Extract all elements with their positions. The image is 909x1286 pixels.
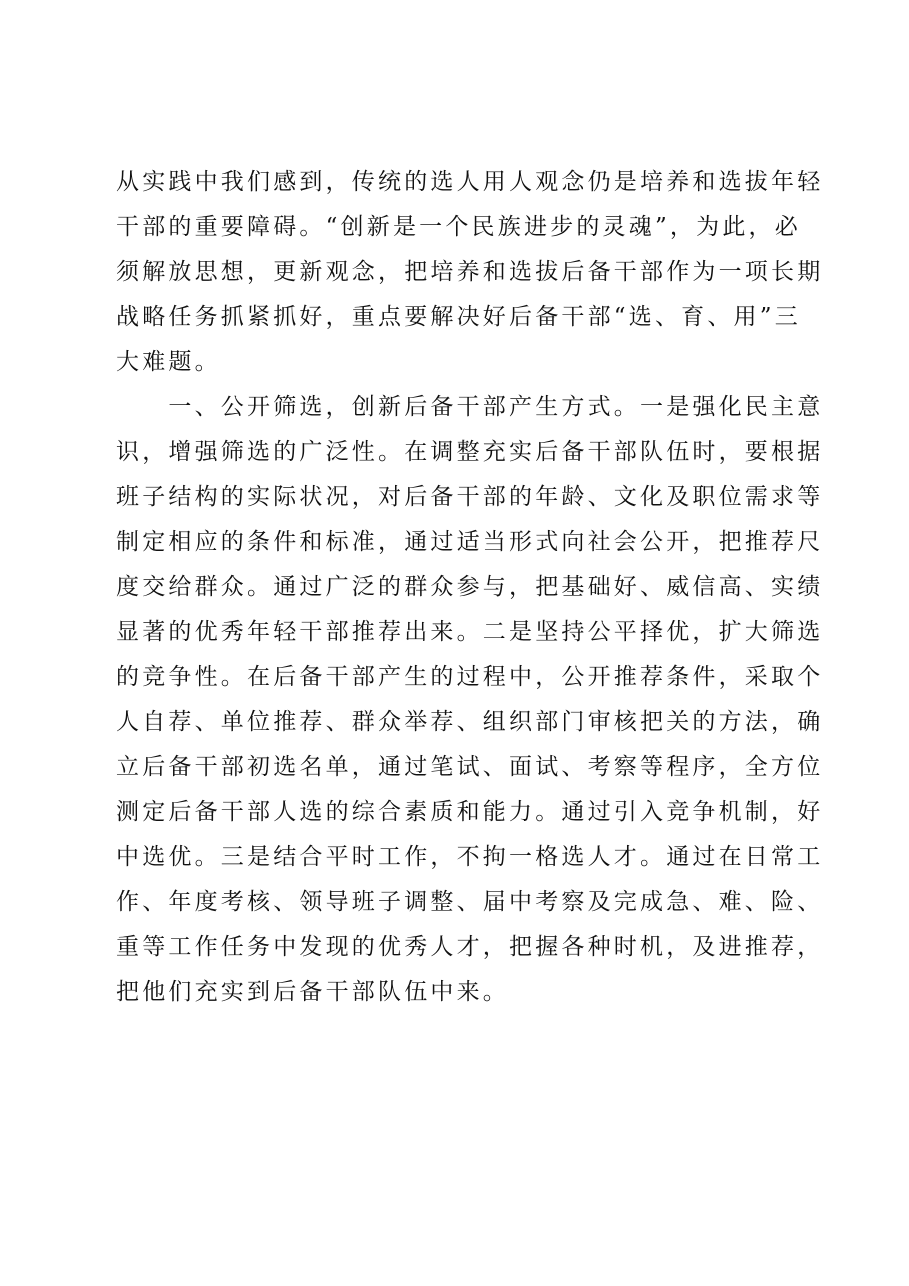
paragraph-2-line-7: 的竞争性。在后备干部产生的过程中，公开推荐条件，采取个 [116,664,824,690]
paragraph-2-line-5: 度交给群众。通过广泛的群众参与，把基础好、威信高、实绩 [116,574,824,600]
paragraph-2-line-9: 立后备干部初选名单，通过笔试、面试、考察等程序，全方位 [116,754,824,780]
paragraph-2-line-12: 作、年度考核、领导班子调整、届中考察及完成急、难、险、 [116,889,824,915]
paragraph-2-line-2: 识，增强筛选的广泛性。在调整充实后备干部队伍时，要根据 [116,439,824,465]
paragraph-2-line-6: 显著的优秀年轻干部推荐出来。二是坚持公平择优，扩大筛选 [116,619,824,645]
paragraph-1-line-5: 大难题。 [116,349,221,375]
paragraph-2-line-8: 人自荐、单位推荐、群众举荐、组织部门审核把关的方法，确 [116,709,824,735]
paragraph-1-line-1: 从实践中我们感到，传统的选人用人观念仍是培养和选拔年轻 [116,169,824,195]
paragraph-1-line-3: 须解放思想，更新观念，把培养和选拔后备干部作为一项长期 [116,259,824,285]
paragraph-1-line-2: 干部的重要障碍。“创新是一个民族进步的灵魂”，为此，必 [116,214,801,240]
paragraph-2-line-11: 中选优。三是结合平时工作，不拘一格选人才。通过在日常工 [116,844,824,870]
paragraph-2-line-14: 把他们充实到后备干部队伍中来。 [116,979,509,1005]
paragraph-2-line-13: 重等工作任务中发现的优秀人才，把握各种时机，及进推荐， [116,934,824,960]
paragraph-2-line-4: 制定相应的条件和标准，通过适当形式向社会公开，把推荐尺 [116,529,824,555]
paragraph-2-line-3: 班子结构的实际状况，对后备干部的年龄、文化及职位需求等 [116,484,824,510]
paragraph-1-line-4: 战略任务抓紧抓好，重点要解决好后备干部“选、育、用”三 [116,304,801,330]
paragraph-2-line-1: 一、公开筛选，创新后备干部产生方式。一是强化民主意 [116,394,824,420]
document-body [116,160,824,1015]
paragraph-2-line-10: 测定后备干部人选的综合素质和能力。通过引入竞争机制，好 [116,799,824,825]
